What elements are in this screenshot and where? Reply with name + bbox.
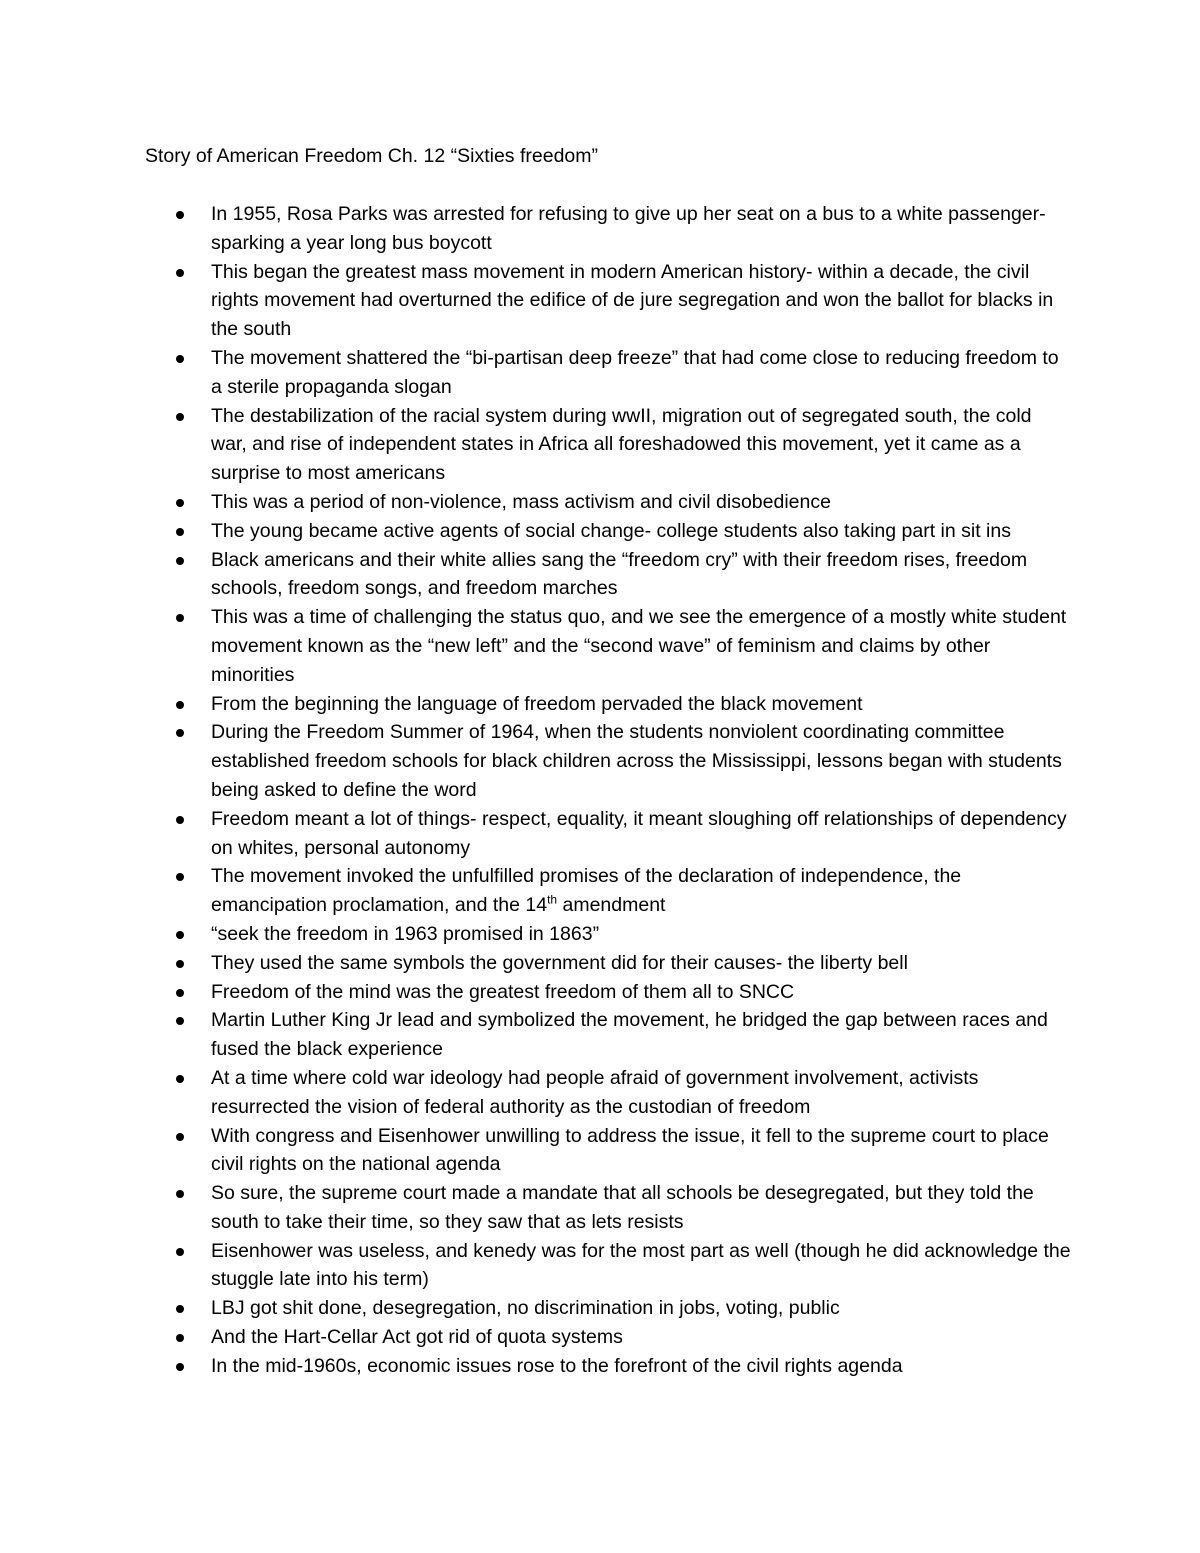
bullet-text: So sure, the supreme court made a mandate that all schools be desegregated, but they told the south to take their time, so they saw that as lets resists [211,1182,1034,1233]
bullet-dot-icon [176,701,184,709]
bullet-dot-icon [176,873,184,881]
bullet-item [211,949,1071,978]
bullet-text: This was a period of non-violence, mass activism and civil disobedience [211,490,831,513]
bullet-dot-icon [176,1075,184,1083]
bullet-item [211,805,1071,863]
bullet-text: With congress and Eisenhower unwilling to address the issue, it fell to the supreme court to place civil rights on the national agenda [211,1124,1049,1176]
bullet-text: At a time where cold war ideology had people afraid of government involvement, activists resurrected the vision of federal authority as the custodian of freedom [211,1066,979,1118]
bullet-dot-icon [176,1334,184,1342]
bullet-text: During the Freedom Summer of 1964, when the students nonviolent coordinating committee established freedom schools for black children across the Mississippi, lessons began with students being asked to define the word [211,721,1062,801]
bullet-dot-icon [176,1248,184,1256]
bullet-item [211,603,1071,689]
bullet-dot-icon [176,557,184,565]
bullet-text: Martin Luther King Jr lead and symbolized the movement, he bridged the gap between races and fused the black experience [211,1009,1048,1061]
bullet-text: They used the same symbols the government did for their causes- the liberty bell [211,951,908,974]
bullet-list [211,200,1071,1381]
bullet-item [211,402,1071,488]
bullet-item [211,978,1071,1007]
bullet-item [211,344,1071,402]
bullet-dot-icon [176,1363,184,1371]
document-title: Story of American Freedom Ch. 12 “Sixties freedom” [145,145,599,167]
bullet-text: Eisenhower was useless, and kenedy was for the most part as well (though he did acknowledge the stuggle late into his term) [211,1239,1071,1291]
bullet-item [211,517,1071,546]
bullet-text: “seek the freedom in 1963 promised in 1863” [211,922,600,945]
bullet-dot-icon [176,960,184,968]
bullet-item [211,200,1071,258]
bullet-item [211,718,1071,804]
bullet-item [211,1352,1071,1381]
bullet-item [211,488,1071,517]
bullet-dot-icon [176,413,184,421]
bullet-dot-icon [176,931,184,939]
bullet-item [211,1122,1071,1180]
bullet-item [211,1323,1071,1352]
bullet-item [211,920,1071,949]
bullet-dot-icon [176,816,184,824]
bullet-text: The movement invoked the unfulfilled promises of the declaration of independence, the emancipation proclamation, and the 14th amendment [211,865,962,917]
bullet-dot-icon [176,1133,184,1141]
bullet-item [211,1237,1071,1295]
bullet-dot-icon [176,528,184,536]
bullet-text: The destabilization of the racial system during wwII, migration out of segregated south, the cold war, and rise of independent states in Africa all foreshadowed this movement, yet it came as a surprise to most americans [211,404,1032,485]
bullet-text: In the mid-1960s, economic issues rose to the forefront of the civil rights agenda [211,1354,903,1377]
bullet-text: In 1955, Rosa Parks was arrested for refusing to give up her seat on a bus to a white passenger- sparking a year long bus boycott [211,203,1046,254]
bullet-dot-icon [176,499,184,507]
bullet-item [211,1064,1071,1122]
bullet-dot-icon [176,1305,184,1313]
bullet-item [211,862,1071,920]
bullet-text: This was a time of challenging the status quo, and we see the emergence of a mostly white student movement known as the “new left” and the “second wave” of feminism and claims by other minorities [211,606,1067,686]
bullet-text: And the Hart-Cellar Act got rid of quota systems [211,1326,623,1349]
bullet-item [211,546,1071,604]
bullet-text: Freedom of the mind was the greatest freedom of them all to SNCC [211,980,795,1003]
bullet-text: LBJ got shit done, desegregation, no discrimination in jobs, voting, public [211,1297,840,1320]
bullet-item [211,258,1071,344]
bullet-text: The movement shattered the “bi-partisan deep freeze” that had come close to reducing freedom to a sterile propaganda slogan [211,346,1059,398]
bullet-dot-icon [176,614,184,622]
bullet-item [211,690,1071,719]
bullet-item [211,1294,1071,1323]
bullet-dot-icon [176,989,184,997]
bullet-dot-icon [176,355,184,363]
bullet-text: Black americans and their white allies sang the “freedom cry” with their freedom rises, freedom schools, freedom songs, and freedom marches [211,548,1028,600]
bullet-text: Freedom meant a lot of things- respect, equality, it meant sloughing off relationships of dependency on whites, personal autonomy [211,807,1067,859]
bullet-dot-icon [176,1017,184,1025]
bullet-item [211,1006,1071,1064]
bullet-dot-icon [176,269,184,277]
bullet-text: From the beginning the language of freedom pervaded the black movement [211,692,863,715]
bullet-item [211,1179,1071,1237]
bullet-dot-icon [176,729,184,737]
bullet-dot-icon [176,211,184,219]
bullet-text: The young became active agents of social change- college students also taking part in sit ins [211,519,1011,542]
bullet-dot-icon [176,1190,184,1198]
bullet-text: This began the greatest mass movement in modern American history- within a decade, the civil rights movement had overturned the edifice of de jure segregation and won the ballot for blacks in the south [211,260,1054,341]
